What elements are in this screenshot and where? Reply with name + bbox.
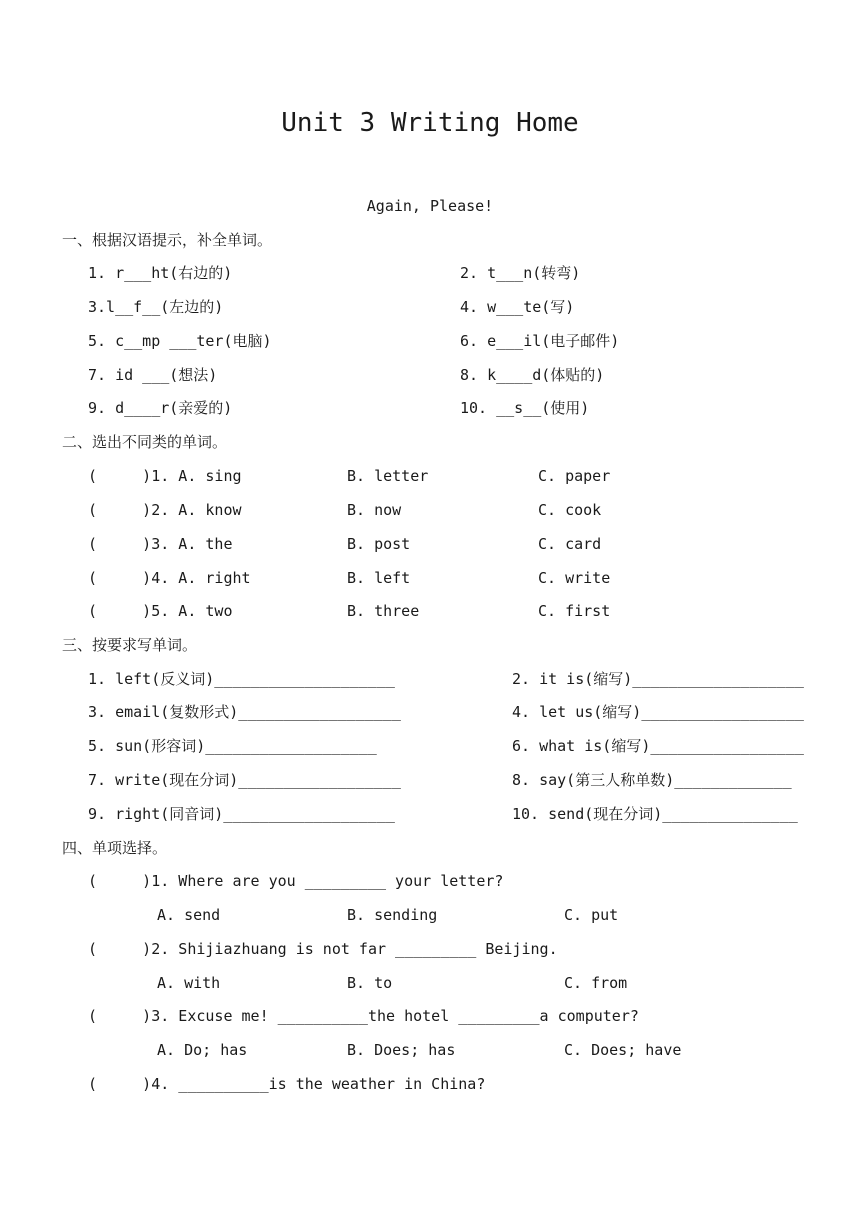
option-c: C. Does; have bbox=[564, 1041, 682, 1059]
question-item: 8. k____d(体贴的) bbox=[460, 366, 605, 384]
option-c: C. from bbox=[564, 974, 628, 992]
option-b: B. now bbox=[347, 501, 402, 519]
page-subtitle: Again, Please! bbox=[366, 197, 494, 215]
question-item: 5. sun(形容词)___________________ bbox=[88, 737, 377, 755]
option-a: A. Do; has bbox=[157, 1041, 248, 1059]
question-item: ( )2. Shijiazhuang is not far _________ Beijing. bbox=[88, 940, 558, 958]
option-c: C. write bbox=[538, 569, 611, 587]
question-item: ( )2. A. know bbox=[88, 501, 242, 519]
question-item: 9. d____r(亲爱的) bbox=[88, 399, 233, 417]
option-a: A. with bbox=[157, 974, 221, 992]
question-item: 9. right(同音词)___________________ bbox=[88, 805, 395, 823]
section-heading: 四、单项选择。 bbox=[62, 839, 168, 857]
question-item: 4. w___te(写) bbox=[460, 298, 575, 316]
question-item: ( )4. __________is the weather in China? bbox=[88, 1075, 486, 1093]
section-heading: 二、选出不同类的单词。 bbox=[62, 433, 228, 451]
question-item: 6. e___il(电子邮件) bbox=[460, 332, 620, 350]
section-heading: 一、根据汉语提示，补全单词。 bbox=[62, 231, 273, 249]
option-c: C. cook bbox=[538, 501, 602, 519]
option-a: A. send bbox=[157, 906, 221, 924]
option-b: B. post bbox=[347, 535, 411, 553]
question-item: 3. email(复数形式)__________________ bbox=[88, 703, 401, 721]
question-item: ( )1. Where are you _________ your letter? bbox=[88, 872, 504, 890]
question-item: 5. c__mp ___ter(电脑) bbox=[88, 332, 272, 350]
question-item: 1. r___ht(右边的) bbox=[88, 264, 233, 282]
option-b: B. sending bbox=[347, 906, 438, 924]
option-c: C. put bbox=[564, 906, 619, 924]
question-item: ( )3. Excuse me! __________the hotel _________a computer? bbox=[88, 1007, 639, 1025]
question-item: 8. say(第三人称单数)_____________ bbox=[512, 771, 792, 789]
option-c: C. paper bbox=[538, 467, 611, 485]
option-b: B. left bbox=[347, 569, 411, 587]
question-item: 4. let us(缩写)__________________ bbox=[512, 703, 804, 721]
question-item: 7. write(现在分词)__________________ bbox=[88, 771, 401, 789]
option-b: B. Does; has bbox=[347, 1041, 456, 1059]
question-item: ( )1. A. sing bbox=[88, 467, 242, 485]
question-item: 1. left(反义词)____________________ bbox=[88, 670, 395, 688]
question-item: 3.l__f__(左边的) bbox=[88, 298, 224, 316]
question-item: 7. id ___(想法) bbox=[88, 366, 218, 384]
question-item: ( )4. A. right bbox=[88, 569, 251, 587]
question-item: 2. t___n(转弯) bbox=[460, 264, 581, 282]
option-b: B. three bbox=[347, 602, 420, 620]
question-item: ( )5. A. two bbox=[88, 602, 233, 620]
question-item: ( )3. A. the bbox=[88, 535, 233, 553]
question-item: 10. send(现在分词)_______________ bbox=[512, 805, 798, 823]
option-b: B. to bbox=[347, 974, 393, 992]
question-item: 2. it is(缩写)___________________ bbox=[512, 670, 804, 688]
question-item: 10. __s__(使用) bbox=[460, 399, 590, 417]
option-c: C. card bbox=[538, 535, 602, 553]
question-item: 6. what is(缩写)_________________ bbox=[512, 737, 804, 755]
page-title: Unit 3 Writing Home bbox=[281, 108, 579, 138]
option-b: B. letter bbox=[347, 467, 429, 485]
option-c: C. first bbox=[538, 602, 611, 620]
section-heading: 三、按要求写单词。 bbox=[62, 636, 198, 654]
